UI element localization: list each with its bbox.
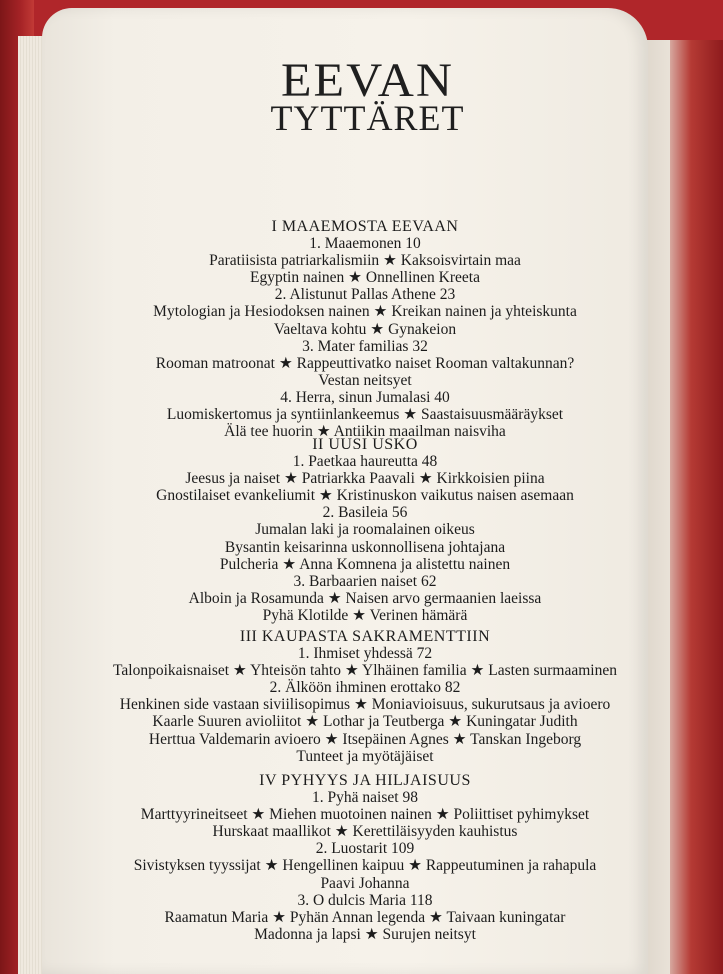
toc-line: Paratiisista patriarkalismiin ★ Kaksoisvirtain maa — [209, 252, 521, 270]
toc-line: Älä tee huorin ★ Antiikin maailman naisviha — [224, 423, 506, 441]
toc-line: Jeesus ja naiset ★ Patriarkka Paavali ★ Kirkkoisien piina — [185, 470, 545, 488]
toc-line: Jumalan laki ja roomalainen oikeus — [255, 521, 475, 539]
toc-line: Rooman matroonat ★ Rappeuttivatko naiset Rooman valtakunnan? — [155, 354, 575, 372]
toc-line: Madonna ja lapsi ★ Surujen neitsyt — [254, 925, 476, 943]
title-line-2: TYTTÄRET — [270, 98, 465, 138]
toc-line: Sivistyksen tyyssijat ★ Hengellinen kaipuu ★ Rappeutuminen ja rahapula — [133, 857, 597, 875]
toc-section-3 — [100, 628, 630, 765]
section-title: II UUSI USKO — [312, 436, 418, 453]
toc-line: 2. Alistunut Pallas Athene 23 — [274, 286, 456, 304]
toc-line: 4. Herra, sinun Jumalasi 40 — [280, 388, 450, 406]
toc-line: Gnostilaiset evankeliumit ★ Kristinuskon vaikutus naisen asemaan — [156, 487, 574, 505]
toc-section-2 — [100, 436, 630, 624]
toc-line: 2. Luostarit 109 — [315, 840, 415, 858]
toc-line: 2. Basileia 56 — [322, 504, 408, 522]
toc-line: Bysantin keisarinna uskonnollisena johtajana — [224, 538, 506, 556]
toc-line: Pulcheria ★ Anna Komnena ja alistettu nainen — [219, 555, 511, 573]
toc-line: Talonpoikaisnaiset ★ Yhteisön tahto ★ Ylhäinen familia ★ Lasten surmaaminen — [113, 662, 617, 680]
toc-line: 3. Barbaarien naiset 62 — [293, 572, 437, 590]
book-title — [265, 53, 470, 138]
section-title: III KAUPASTA SAKRAMENTTIIN — [239, 628, 491, 645]
toc-line: 3. O dulcis Maria 118 — [297, 891, 433, 909]
toc-line: 1. Paetkaa haureutta 48 — [292, 453, 438, 471]
toc-line: Luomiskertomus ja syntiinlankeemus ★ Saastaisuusmääräykset — [166, 406, 564, 424]
toc-line: Pyhä Klotilde ★ Verinen hämärä — [262, 606, 468, 624]
toc-line: Raamatun Maria ★ Pyhän Annan legenda ★ Taivaan kuningatar — [164, 908, 566, 926]
toc-line: 1. Pyhä naiset 98 — [312, 789, 418, 807]
toc-line: 3. Mater familias 32 — [302, 337, 428, 355]
toc-line: 2. Älköön ihminen erottako 82 — [269, 679, 461, 697]
toc-section-1 — [100, 218, 630, 440]
toc-line: Vestan neitsyet — [318, 371, 412, 389]
toc-line: Hurskaat maallikot ★ Kerettiläisyyden kauhistus — [212, 823, 518, 841]
section-title: I MAAEMOSTA EEVAAN — [271, 218, 459, 235]
toc-line: Paavi Johanna — [320, 874, 410, 892]
toc-line: Marttyyrineitseet ★ Miehen muotoinen nainen ★ Poliittiset pyhimykset — [140, 806, 590, 824]
toc-line: Vaeltava kohtu ★ Gynakeion — [273, 320, 457, 338]
title-line-1: EEVAN — [281, 53, 454, 107]
toc-line: Egyptin nainen ★ Onnellinen Kreeta — [250, 269, 480, 287]
toc-line: Kaarle Suuren avioliitot ★ Lothar ja Teutberga ★ Kuningatar Judith — [152, 713, 578, 731]
toc-line: Mytologian ja Hesiodoksen nainen ★ Kreikan nainen ja yhteiskunta — [153, 303, 577, 321]
toc-line: Tunteet ja myötäjäiset — [296, 747, 434, 765]
toc-section-4 — [100, 772, 630, 943]
toc-line: Alboin ja Rosamunda ★ Naisen arvo germaanien laeissa — [188, 589, 542, 607]
section-title: IV PYHYYS JA HILJAISUUS — [259, 772, 471, 789]
toc-line: Henkinen side vastaan siviilisopimus ★ Moniavioisuus, sukurutsaus ja avioero — [119, 696, 611, 714]
toc-line: 1. Ihmiset yhdessä 72 — [297, 645, 433, 663]
toc-line: Herttua Valdemarin avioero ★ Itsepäinen Agnes ★ Tanskan Ingeborg — [148, 730, 582, 748]
toc-line: 1. Maaemonen 10 — [309, 235, 421, 253]
